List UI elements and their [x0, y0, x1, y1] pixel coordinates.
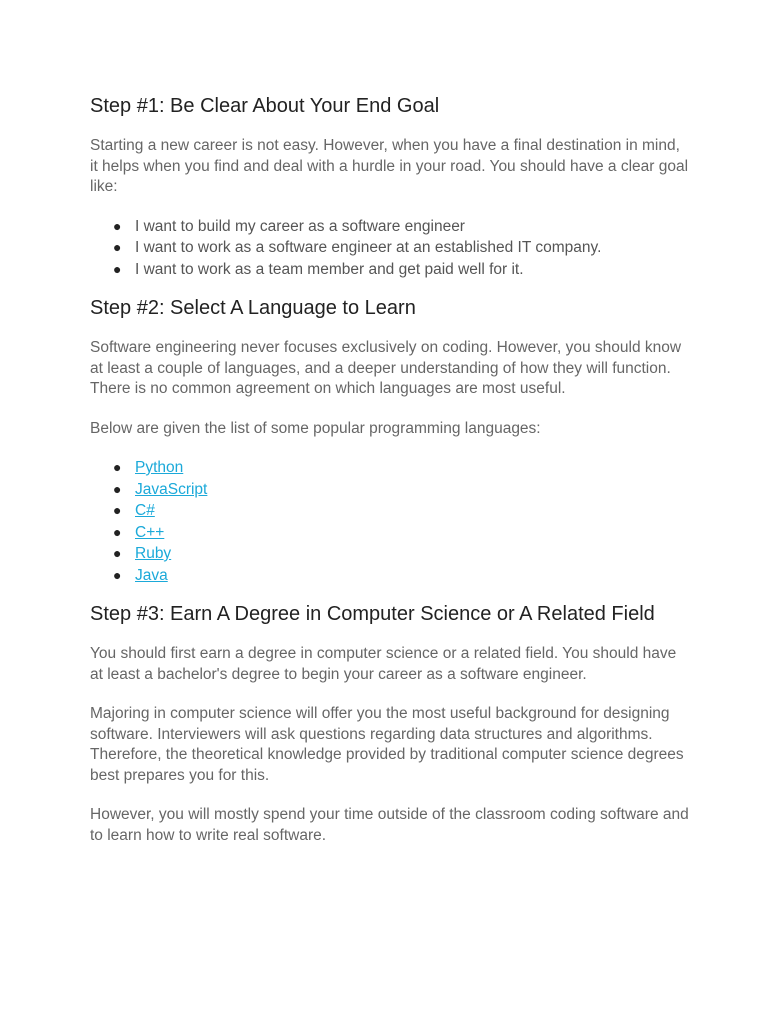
list-item [113, 522, 690, 544]
bullet-icon: ● [113, 502, 122, 518]
bullet-icon: ● [113, 459, 122, 475]
language-link-javascript[interactable]: JavaScript [135, 480, 208, 498]
step3-paragraph-2: Majoring in computer science will offer you the most useful background for designing software. Interviewers will ask questions regarding data structures and algorithms. Therefore, the theoretical knowledge provided by traditional computer science degrees best prepares you for this. [90, 705, 684, 784]
bullet-icon: ● [113, 480, 122, 497]
step3-heading: Step #3: Earn A Degree in Computer Science or A Related Field [90, 603, 655, 625]
step2-heading: Step #2: Select A Language to Learn [90, 297, 416, 319]
step3-paragraph-1: You should first earn a degree in computer science or a related field. You should have at least a bachelor's degree to begin your career as a software engineer. [90, 645, 677, 683]
bullet-icon: ● [113, 566, 122, 583]
document-page [90, 93, 690, 846]
step2-paragraph-1: Software engineering never focuses exclusively on coding. However, you should know at least a couple of languages, and a deeper understanding of how they will function. There is no common agreement on which languages are most useful. [90, 339, 682, 397]
language-link-java[interactable]: Java [135, 566, 168, 584]
list-item: ● I want to work as a team member and get paid well for it. [135, 259, 690, 281]
list-item: ● I want to work as a software engineer at an established IT company. [135, 237, 690, 259]
list-item [113, 500, 690, 522]
language-link-ruby[interactable]: Ruby [135, 545, 172, 562]
list-item [113, 457, 690, 479]
step1-paragraph: Starting a new career is not easy. However, when you have a final destination in mind, it helps when you find and deal with a hurdle in your road. You should have a clear goal like: [90, 137, 689, 195]
bullet-icon: ● [113, 260, 122, 277]
language-list [90, 457, 690, 586]
bullet-icon: ● [113, 523, 122, 540]
list-item: ● I want to build my career as a software engineer [135, 216, 690, 238]
bullet-icon: ● [113, 217, 122, 234]
step2-paragraph-2: Below are given the list of some popular programming languages: [90, 419, 541, 437]
language-link-python[interactable]: Python [135, 459, 184, 476]
bullet-icon: ● [113, 545, 122, 561]
bullet-icon: ● [113, 239, 122, 255]
language-link-csharp[interactable]: C# [135, 502, 155, 519]
step3-paragraph-3: However, you will mostly spend your time outside of the classroom coding software and to learn how to write real software. [90, 806, 689, 844]
step1-heading: Step #1: Be Clear About Your End Goal [90, 95, 440, 117]
list-item [113, 543, 690, 565]
language-link-cpp[interactable]: C++ [135, 523, 165, 541]
list-item [113, 565, 690, 587]
step1-goal-list [90, 216, 690, 281]
list-item [113, 479, 690, 501]
